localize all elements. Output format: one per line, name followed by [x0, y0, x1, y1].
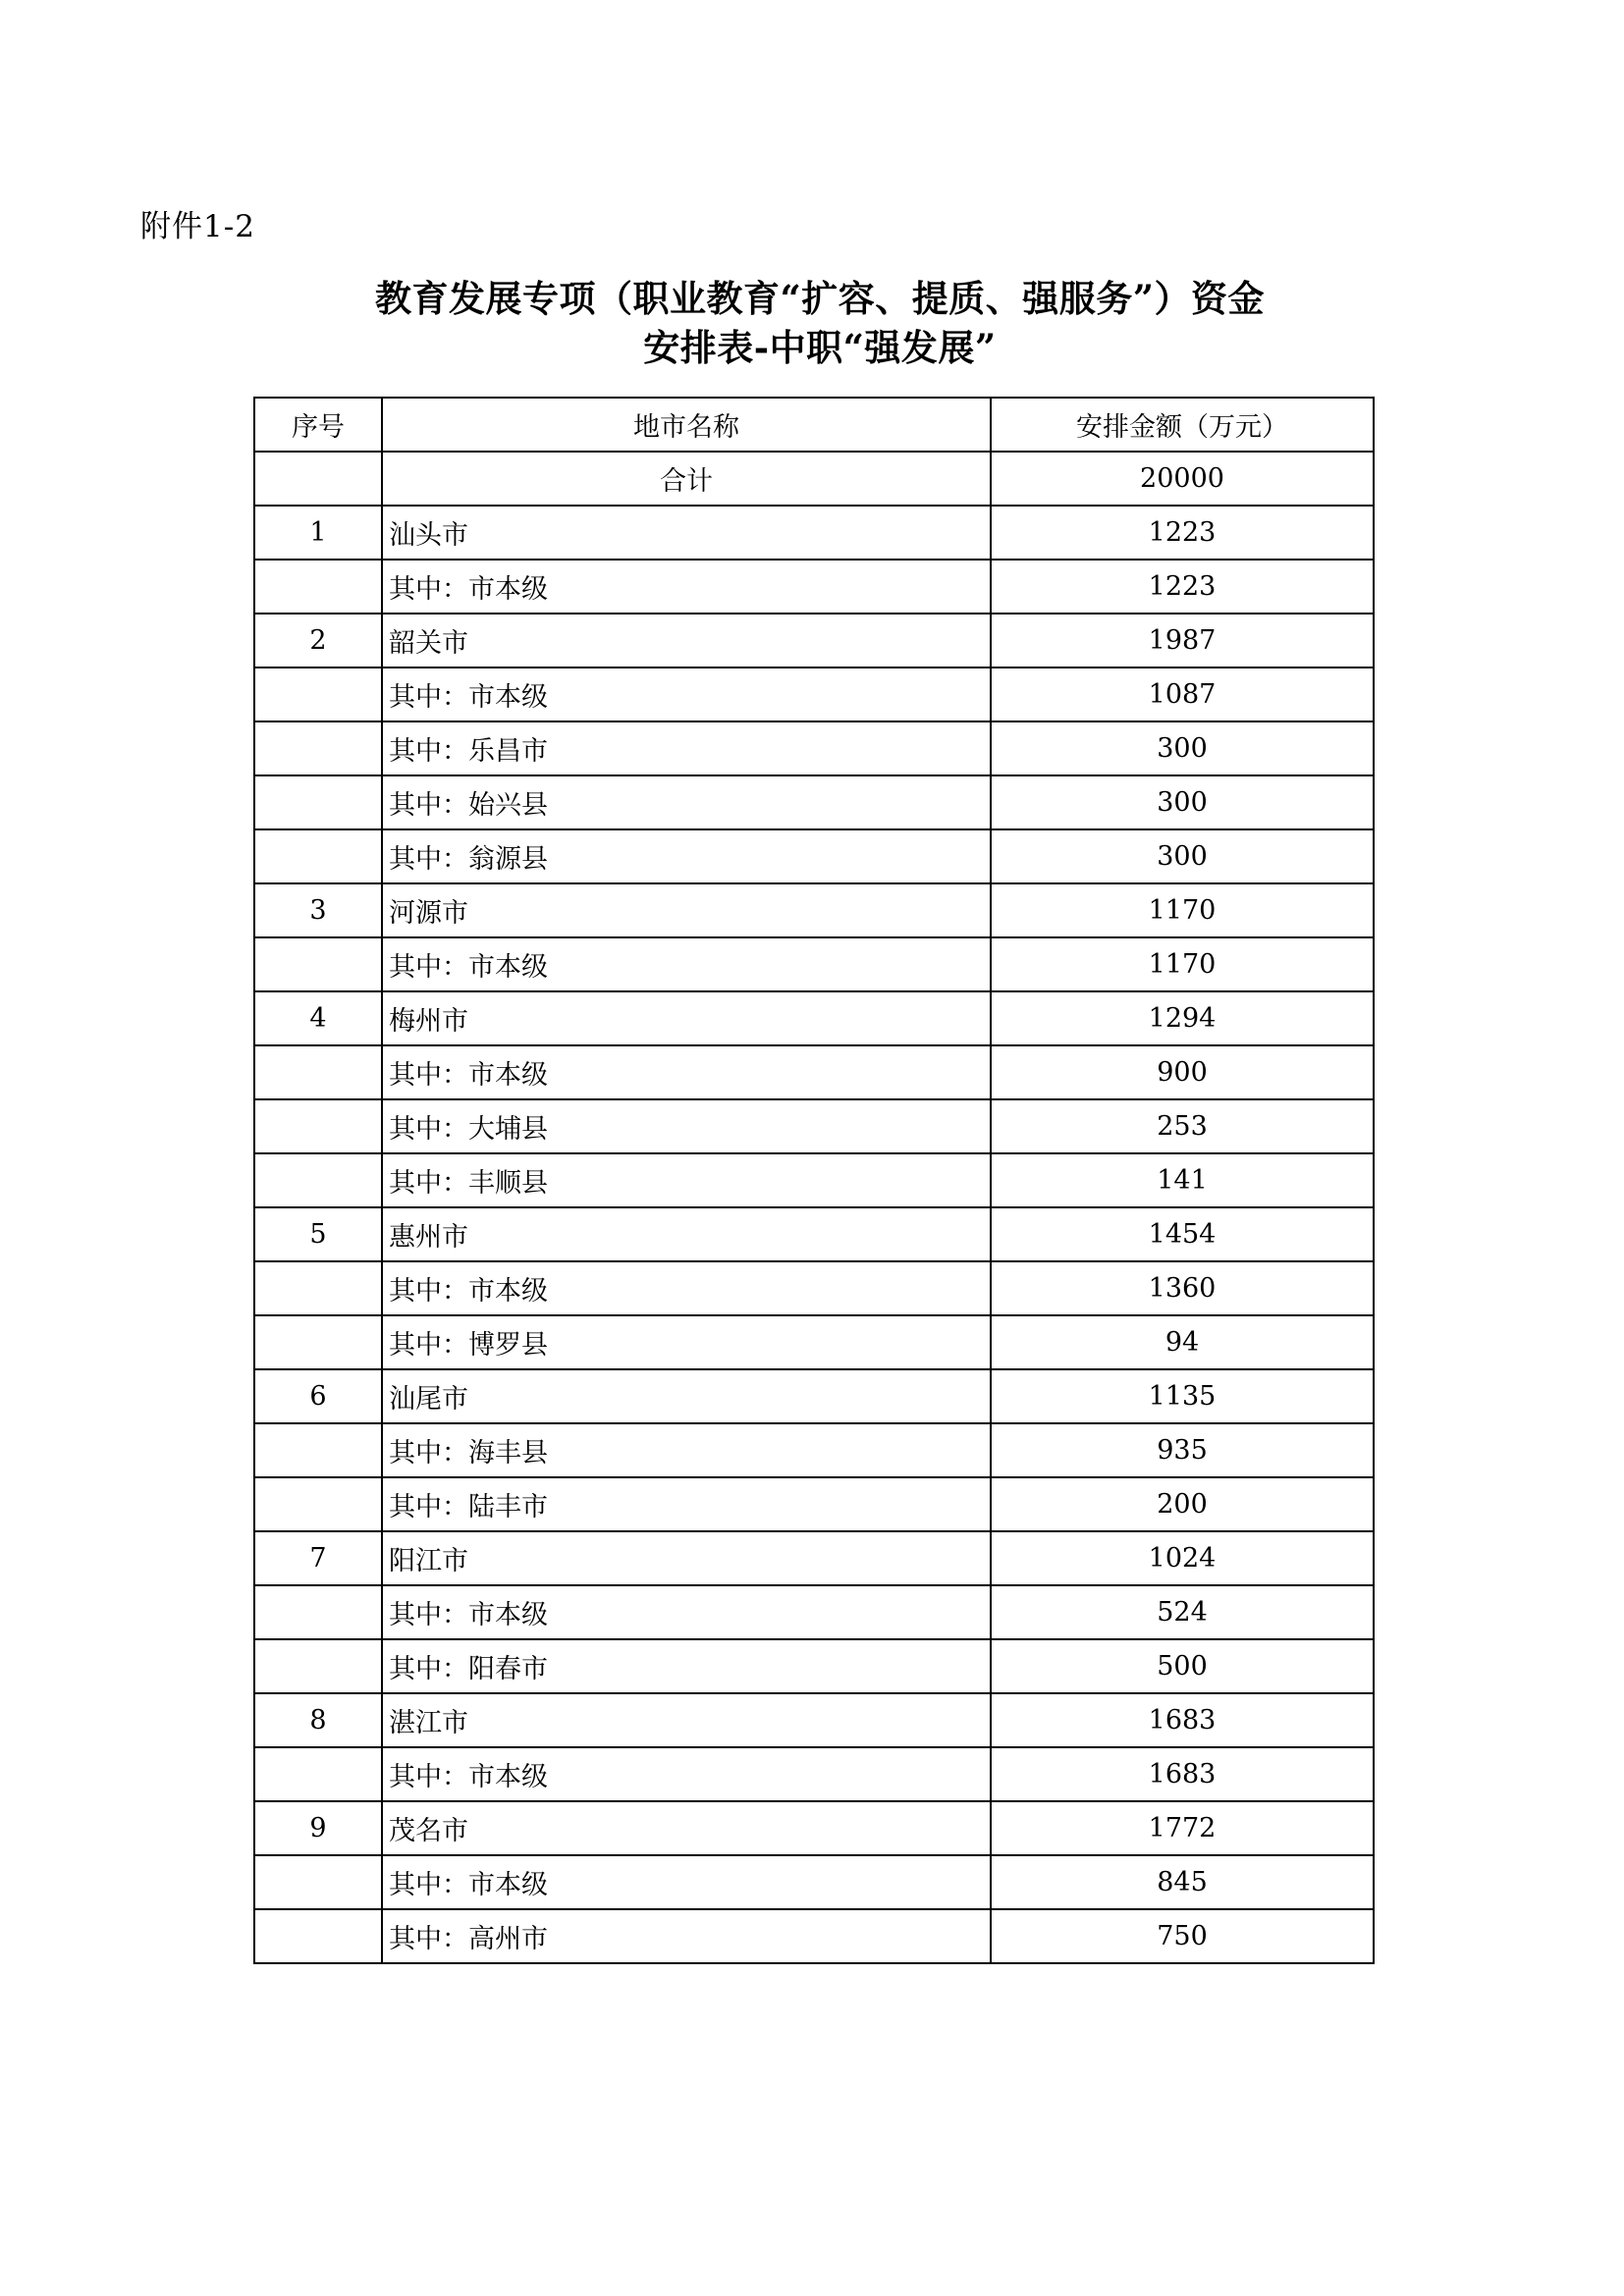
amount-cell: 1294	[991, 991, 1374, 1045]
region-name-cell: 其中：高州市	[382, 1909, 991, 1963]
table-row	[254, 1531, 1374, 1585]
table-row	[254, 1477, 1374, 1531]
row-index-cell	[254, 1261, 382, 1315]
amount-cell: 1454	[991, 1207, 1374, 1261]
row-index-cell	[254, 1099, 382, 1153]
table-row	[254, 1639, 1374, 1693]
amount-cell: 300	[991, 721, 1374, 775]
region-name-cell: 其中：市本级	[382, 937, 991, 991]
region-name-cell: 其中：大埔县	[382, 1099, 991, 1153]
table-row	[254, 1315, 1374, 1369]
region-name-cell: 其中：市本级	[382, 560, 991, 614]
page-title	[245, 275, 1394, 373]
region-name-cell: 其中：海丰县	[382, 1423, 991, 1477]
table-row	[254, 452, 1374, 506]
row-index-cell	[254, 1909, 382, 1963]
row-index-cell: 9	[254, 1801, 382, 1855]
amount-cell: 500	[991, 1639, 1374, 1693]
row-index-cell	[254, 721, 382, 775]
table-row	[254, 883, 1374, 937]
region-name-cell: 其中：市本级	[382, 1747, 991, 1801]
amount-cell: 935	[991, 1423, 1374, 1477]
table-row	[254, 991, 1374, 1045]
table-row	[254, 1099, 1374, 1153]
region-name-cell: 汕头市	[382, 506, 991, 560]
amount-cell: 845	[991, 1855, 1374, 1909]
region-name-cell: 其中：丰顺县	[382, 1153, 991, 1207]
region-name-cell: 其中：乐昌市	[382, 721, 991, 775]
row-index-cell: 8	[254, 1693, 382, 1747]
row-index-cell	[254, 1747, 382, 1801]
amount-cell: 1135	[991, 1369, 1374, 1423]
fund-allocation-table	[253, 397, 1375, 1964]
attachment-label: 附件1-2	[140, 209, 255, 244]
table-row	[254, 1801, 1374, 1855]
table-row	[254, 1369, 1374, 1423]
region-name-cell: 其中：市本级	[382, 667, 991, 721]
region-name-cell: 合计	[382, 452, 991, 506]
table-row	[254, 1855, 1374, 1909]
amount-cell: 1170	[991, 937, 1374, 991]
row-index-cell	[254, 452, 382, 506]
amount-cell: 1683	[991, 1693, 1374, 1747]
table-row	[254, 614, 1374, 667]
row-index-cell	[254, 1423, 382, 1477]
amount-cell: 1087	[991, 667, 1374, 721]
row-index-cell	[254, 829, 382, 883]
table-row	[254, 937, 1374, 991]
row-index-cell	[254, 1045, 382, 1099]
amount-cell: 1683	[991, 1747, 1374, 1801]
row-index-cell	[254, 1315, 382, 1369]
region-name-cell: 其中：博罗县	[382, 1315, 991, 1369]
region-name-cell: 汕尾市	[382, 1369, 991, 1423]
amount-cell: 1360	[991, 1261, 1374, 1315]
amount-cell: 1987	[991, 614, 1374, 667]
page-title-line1: 教育发展专项（职业教育“扩容、提质、强服务”）资金	[374, 277, 1266, 320]
region-name-cell: 韶关市	[382, 614, 991, 667]
table-row	[254, 506, 1374, 560]
column-header-amount: 安排金额（万元）	[991, 398, 1374, 452]
table-row	[254, 560, 1374, 614]
amount-cell: 20000	[991, 452, 1374, 506]
amount-cell: 1223	[991, 506, 1374, 560]
amount-cell: 524	[991, 1585, 1374, 1639]
amount-cell: 94	[991, 1315, 1374, 1369]
table-row	[254, 1909, 1374, 1963]
table-row	[254, 1045, 1374, 1099]
amount-cell: 1223	[991, 560, 1374, 614]
table-row	[254, 1423, 1374, 1477]
region-name-cell: 河源市	[382, 883, 991, 937]
table-row	[254, 1747, 1374, 1801]
row-index-cell: 7	[254, 1531, 382, 1585]
region-name-cell: 其中：始兴县	[382, 775, 991, 829]
table-row	[254, 829, 1374, 883]
amount-cell: 1170	[991, 883, 1374, 937]
table-header-row	[254, 398, 1374, 452]
region-name-cell: 梅州市	[382, 991, 991, 1045]
column-header-no: 序号	[254, 398, 382, 452]
row-index-cell	[254, 1477, 382, 1531]
amount-cell: 750	[991, 1909, 1374, 1963]
region-name-cell: 惠州市	[382, 1207, 991, 1261]
row-index-cell	[254, 560, 382, 614]
row-index-cell	[254, 937, 382, 991]
region-name-cell: 湛江市	[382, 1693, 991, 1747]
amount-cell: 1024	[991, 1531, 1374, 1585]
amount-cell: 141	[991, 1153, 1374, 1207]
region-name-cell: 阳江市	[382, 1531, 991, 1585]
table-row	[254, 721, 1374, 775]
row-index-cell	[254, 1585, 382, 1639]
row-index-cell	[254, 667, 382, 721]
page-title-line2: 安排表-中职“强发展”	[643, 325, 997, 369]
table-row	[254, 775, 1374, 829]
amount-cell: 253	[991, 1099, 1374, 1153]
region-name-cell: 其中：翁源县	[382, 829, 991, 883]
region-name-cell: 其中：阳春市	[382, 1639, 991, 1693]
table-row	[254, 667, 1374, 721]
amount-cell: 300	[991, 829, 1374, 883]
table-row	[254, 1153, 1374, 1207]
table-row	[254, 1207, 1374, 1261]
amount-cell: 900	[991, 1045, 1374, 1099]
amount-cell: 1772	[991, 1801, 1374, 1855]
row-index-cell	[254, 1855, 382, 1909]
table-row	[254, 1585, 1374, 1639]
amount-cell: 300	[991, 775, 1374, 829]
row-index-cell	[254, 1153, 382, 1207]
row-index-cell: 4	[254, 991, 382, 1045]
region-name-cell: 其中：市本级	[382, 1585, 991, 1639]
table-row	[254, 1261, 1374, 1315]
column-header-name: 地市名称	[382, 398, 991, 452]
row-index-cell	[254, 1639, 382, 1693]
row-index-cell: 5	[254, 1207, 382, 1261]
row-index-cell: 3	[254, 883, 382, 937]
table-row	[254, 1693, 1374, 1747]
amount-cell: 200	[991, 1477, 1374, 1531]
row-index-cell: 2	[254, 614, 382, 667]
region-name-cell: 其中：市本级	[382, 1855, 991, 1909]
region-name-cell: 其中：市本级	[382, 1261, 991, 1315]
region-name-cell: 茂名市	[382, 1801, 991, 1855]
region-name-cell: 其中：市本级	[382, 1045, 991, 1099]
row-index-cell	[254, 775, 382, 829]
row-index-cell: 6	[254, 1369, 382, 1423]
region-name-cell: 其中：陆丰市	[382, 1477, 991, 1531]
row-index-cell: 1	[254, 506, 382, 560]
